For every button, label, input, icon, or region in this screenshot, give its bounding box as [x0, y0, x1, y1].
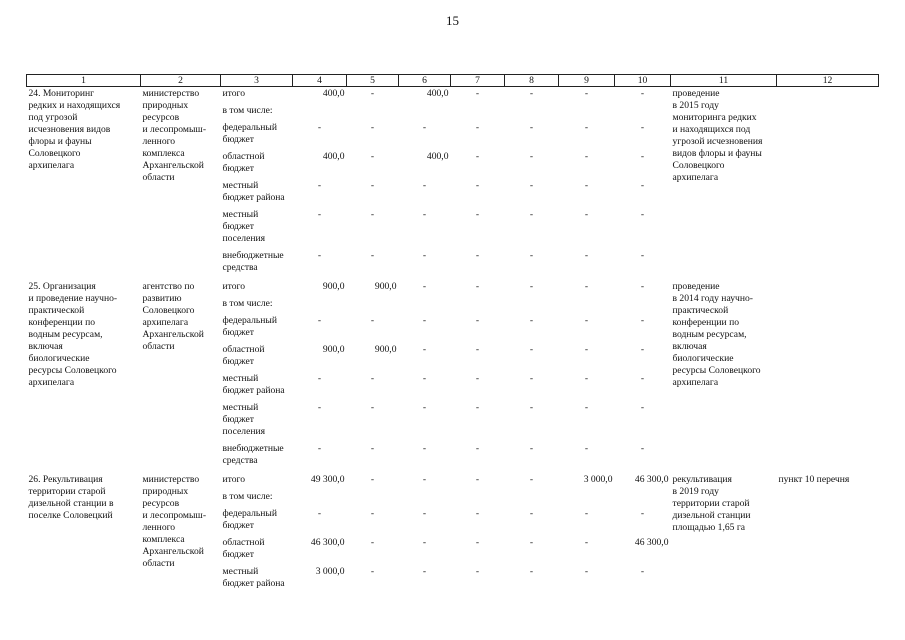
funding-value-col-5 — [347, 486, 399, 503]
program-activities-table — [26, 74, 879, 590]
executor: министерство природных ресурсов и лесопромыш- ленного комплекса Архангельской области — [142, 474, 207, 569]
funding-value-col-5: - — [370, 373, 375, 384]
funding-value-col-8: - — [529, 180, 534, 191]
funding-value-col-7: - — [475, 508, 480, 519]
funding-value-col-4: - — [317, 373, 322, 384]
funding-value-col-7: - — [475, 402, 480, 413]
funding-value-col-10: - — [640, 180, 645, 191]
funding-value-col-9 — [559, 486, 615, 503]
activity-name: 24. Мониторинг редких и находящихся под угрозой исчезновения видов флоры и фауны Соловецкого архипелага — [28, 88, 121, 171]
column-header-2: 2 — [141, 75, 221, 87]
funding-value-col-6: - — [422, 373, 427, 384]
funding-value-col-10: 46 300,0 — [634, 474, 669, 485]
funding-value-col-6: - — [422, 566, 427, 577]
funding-value-col-7: - — [475, 373, 480, 384]
funding-value-col-4: 3 000,0 — [315, 566, 345, 577]
funding-value-col-10: - — [640, 250, 645, 261]
funding-value-col-9: - — [584, 402, 589, 413]
funding-value-col-10 — [615, 100, 671, 117]
funding-source: федеральный бюджет — [222, 508, 278, 531]
activity-name: 25. Организация и проведение научно- практической конференции по водным ресурсам, включая биологические ресурсы Соловецкого архипелага — [28, 281, 118, 388]
funding-value-col-6: 400,0 — [426, 151, 449, 162]
funding-value-col-4: - — [317, 209, 322, 220]
funding-value-col-5: - — [370, 180, 375, 191]
funding-value-col-10: - — [640, 373, 645, 384]
funding-value-col-4: 400,0 — [322, 151, 345, 162]
funding-source: местный бюджет поселения — [222, 402, 266, 437]
funding-value-col-8: - — [529, 250, 534, 261]
funding-source: внебюджетные средства — [222, 250, 284, 273]
expected-result: проведение в 2014 году научно- практической конференции по водным ресурсам, включая биологические ресурсы Соловецкого архипелага — [672, 281, 761, 388]
funding-value-col-8: - — [529, 537, 534, 548]
funding-value-col-10: - — [640, 151, 645, 162]
column-header-3: 3 — [221, 75, 293, 87]
funding-value-col-7: - — [475, 209, 480, 220]
funding-value-col-9: - — [584, 122, 589, 133]
funding-value-col-7 — [451, 100, 505, 117]
funding-value-col-9: - — [584, 537, 589, 548]
executor: агентство по развитию Соловецкого архипелага Архангельской области — [142, 281, 204, 352]
funding-value-col-5 — [347, 293, 399, 310]
funding-value-col-5: - — [370, 508, 375, 519]
funding-value-col-10: - — [640, 344, 645, 355]
funding-value-col-8 — [505, 293, 559, 310]
note — [777, 87, 879, 275]
funding-value-col-4: - — [317, 508, 322, 519]
table-row — [27, 274, 879, 293]
table-row — [27, 467, 879, 486]
funding-value-col-5: - — [370, 537, 375, 548]
funding-value-col-10: - — [640, 508, 645, 519]
funding-value-col-7: - — [475, 281, 480, 292]
funding-value-col-6 — [399, 293, 451, 310]
funding-value-col-7 — [451, 293, 505, 310]
activity-name: 26. Рекультивация территории старой дизельной станции в поселке Соловецкий — [28, 474, 114, 521]
funding-source: в том числе: — [222, 298, 273, 309]
funding-source: областной бюджет — [222, 151, 265, 174]
funding-value-col-8: - — [529, 122, 534, 133]
funding-value-col-7: - — [475, 566, 480, 577]
funding-source: внебюджетные средства — [222, 443, 284, 466]
funding-value-col-9: - — [584, 508, 589, 519]
column-header-12: 12 — [777, 75, 879, 87]
funding-value-col-4: - — [317, 402, 322, 413]
funding-value-col-8: - — [529, 315, 534, 326]
funding-value-col-7: - — [475, 151, 480, 162]
table-row — [27, 87, 879, 101]
funding-value-col-6: - — [422, 180, 427, 191]
funding-value-col-5: - — [370, 122, 375, 133]
funding-value-col-7: - — [475, 344, 480, 355]
funding-value-col-8: - — [529, 373, 534, 384]
funding-value-col-5: - — [370, 566, 375, 577]
funding-value-col-7: - — [475, 180, 480, 191]
column-header-5: 5 — [347, 75, 399, 87]
funding-value-col-10: - — [640, 209, 645, 220]
funding-value-col-8: - — [529, 402, 534, 413]
funding-source: областной бюджет — [222, 344, 265, 367]
funding-value-col-10: - — [640, 281, 645, 292]
column-header-6: 6 — [399, 75, 451, 87]
funding-value-col-10: 46 300,0 — [634, 537, 669, 548]
funding-value-col-6: - — [422, 315, 427, 326]
funding-value-col-9: - — [584, 373, 589, 384]
funding-value-col-6: - — [422, 281, 427, 292]
funding-value-col-4: 49 300,0 — [310, 474, 345, 485]
funding-value-col-7: - — [475, 250, 480, 261]
executor: министерство природных ресурсов и лесопромыш- ленного комплекса Архангельской области — [142, 88, 207, 183]
funding-value-col-6: - — [422, 474, 427, 485]
funding-source: итого — [222, 88, 245, 99]
funding-value-col-8: - — [529, 344, 534, 355]
column-header-8: 8 — [505, 75, 559, 87]
funding-value-col-9: - — [584, 281, 589, 292]
funding-value-col-10 — [615, 486, 671, 503]
funding-value-col-7: - — [475, 537, 480, 548]
funding-value-col-4: - — [317, 315, 322, 326]
funding-value-col-9: - — [584, 566, 589, 577]
funding-value-col-8 — [505, 100, 559, 117]
funding-value-col-10: - — [640, 402, 645, 413]
funding-value-col-10: - — [640, 122, 645, 133]
column-header-9: 9 — [559, 75, 615, 87]
funding-value-col-4: - — [317, 443, 322, 454]
funding-source: федеральный бюджет — [222, 122, 278, 145]
funding-value-col-5: - — [370, 402, 375, 413]
funding-value-col-9: - — [584, 315, 589, 326]
funding-value-col-9 — [559, 293, 615, 310]
funding-value-col-9: - — [584, 344, 589, 355]
funding-value-col-9: - — [584, 88, 589, 99]
funding-value-col-9 — [559, 100, 615, 117]
funding-value-col-9: 3 000,0 — [583, 474, 613, 485]
funding-value-col-9: - — [584, 209, 589, 220]
funding-source: федеральный бюджет — [222, 315, 278, 338]
funding-value-col-5: - — [370, 443, 375, 454]
funding-value-col-7: - — [475, 122, 480, 133]
funding-value-col-5 — [347, 100, 399, 117]
column-header-1: 1 — [27, 75, 141, 87]
funding-value-col-7: - — [475, 474, 480, 485]
funding-value-col-9: - — [584, 151, 589, 162]
funding-value-col-5: 900,0 — [374, 344, 397, 355]
column-header-7: 7 — [451, 75, 505, 87]
funding-source: местный бюджет района — [222, 566, 285, 589]
funding-value-col-4: 900,0 — [322, 281, 345, 292]
funding-value-col-7: - — [475, 88, 480, 99]
funding-value-col-5: - — [370, 474, 375, 485]
funding-source: областной бюджет — [222, 537, 265, 560]
funding-value-col-6: - — [422, 402, 427, 413]
funding-source: местный бюджет района — [222, 180, 285, 203]
funding-value-col-4: 900,0 — [322, 344, 345, 355]
funding-value-col-6 — [399, 100, 451, 117]
funding-value-col-6: - — [422, 122, 427, 133]
funding-value-col-5: 900,0 — [374, 281, 397, 292]
funding-source: в том числе: — [222, 105, 273, 116]
funding-value-col-4: - — [317, 250, 322, 261]
funding-value-col-4 — [293, 293, 347, 310]
funding-value-col-4: 46 300,0 — [310, 537, 345, 548]
funding-value-col-6: - — [422, 209, 427, 220]
funding-value-col-8: - — [529, 209, 534, 220]
funding-value-col-8: - — [529, 566, 534, 577]
funding-source: местный бюджет поселения — [222, 209, 266, 244]
funding-source: итого — [222, 281, 245, 292]
funding-value-col-8: - — [529, 88, 534, 99]
column-header-4: 4 — [293, 75, 347, 87]
funding-value-col-9: - — [584, 180, 589, 191]
funding-value-col-5: - — [370, 250, 375, 261]
funding-value-col-5: - — [370, 209, 375, 220]
funding-value-col-6: - — [422, 508, 427, 519]
column-header-10: 10 — [615, 75, 671, 87]
funding-value-col-7 — [451, 486, 505, 503]
funding-value-col-4: - — [317, 180, 322, 191]
funding-value-col-8: - — [529, 474, 534, 485]
funding-value-col-7: - — [475, 443, 480, 454]
funding-value-col-9: - — [584, 250, 589, 261]
column-number-row — [27, 75, 879, 87]
funding-value-col-5: - — [370, 151, 375, 162]
note: пункт 10 перечня — [778, 474, 850, 485]
funding-value-col-6: - — [422, 537, 427, 548]
funding-value-col-4 — [293, 486, 347, 503]
funding-value-col-8 — [505, 486, 559, 503]
note — [777, 274, 879, 467]
funding-value-col-6: - — [422, 250, 427, 261]
expected-result: рекультивация в 2019 году территории старой дизельной станции площадью 1,65 га — [672, 474, 751, 533]
page-number: 15 — [446, 13, 459, 28]
funding-value-col-6 — [399, 486, 451, 503]
funding-value-col-4 — [293, 100, 347, 117]
funding-value-col-9: - — [584, 443, 589, 454]
funding-value-col-8: - — [529, 443, 534, 454]
funding-value-col-8: - — [529, 281, 534, 292]
funding-value-col-10: - — [640, 443, 645, 454]
funding-value-col-10: - — [640, 88, 645, 99]
funding-value-col-10: - — [640, 315, 645, 326]
expected-result: проведение в 2015 году мониторинга редких и находящихся под угрозой исчезновения видов флоры и фауны Соловецкого архипелага — [672, 88, 763, 183]
funding-value-col-7: - — [475, 315, 480, 326]
funding-value-col-10: - — [640, 566, 645, 577]
funding-source: в том числе: — [222, 491, 273, 502]
funding-value-col-10 — [615, 293, 671, 310]
funding-value-col-6: - — [422, 344, 427, 355]
funding-source: итого — [222, 474, 245, 485]
column-header-11: 11 — [671, 75, 777, 87]
funding-source: местный бюджет района — [222, 373, 285, 396]
funding-value-col-4: 400,0 — [322, 88, 345, 99]
funding-value-col-5: - — [370, 88, 375, 99]
funding-value-col-8: - — [529, 508, 534, 519]
funding-value-col-4: - — [317, 122, 322, 133]
funding-value-col-8: - — [529, 151, 534, 162]
funding-value-col-5: - — [370, 315, 375, 326]
funding-value-col-6: 400,0 — [426, 88, 449, 99]
funding-value-col-6: - — [422, 443, 427, 454]
